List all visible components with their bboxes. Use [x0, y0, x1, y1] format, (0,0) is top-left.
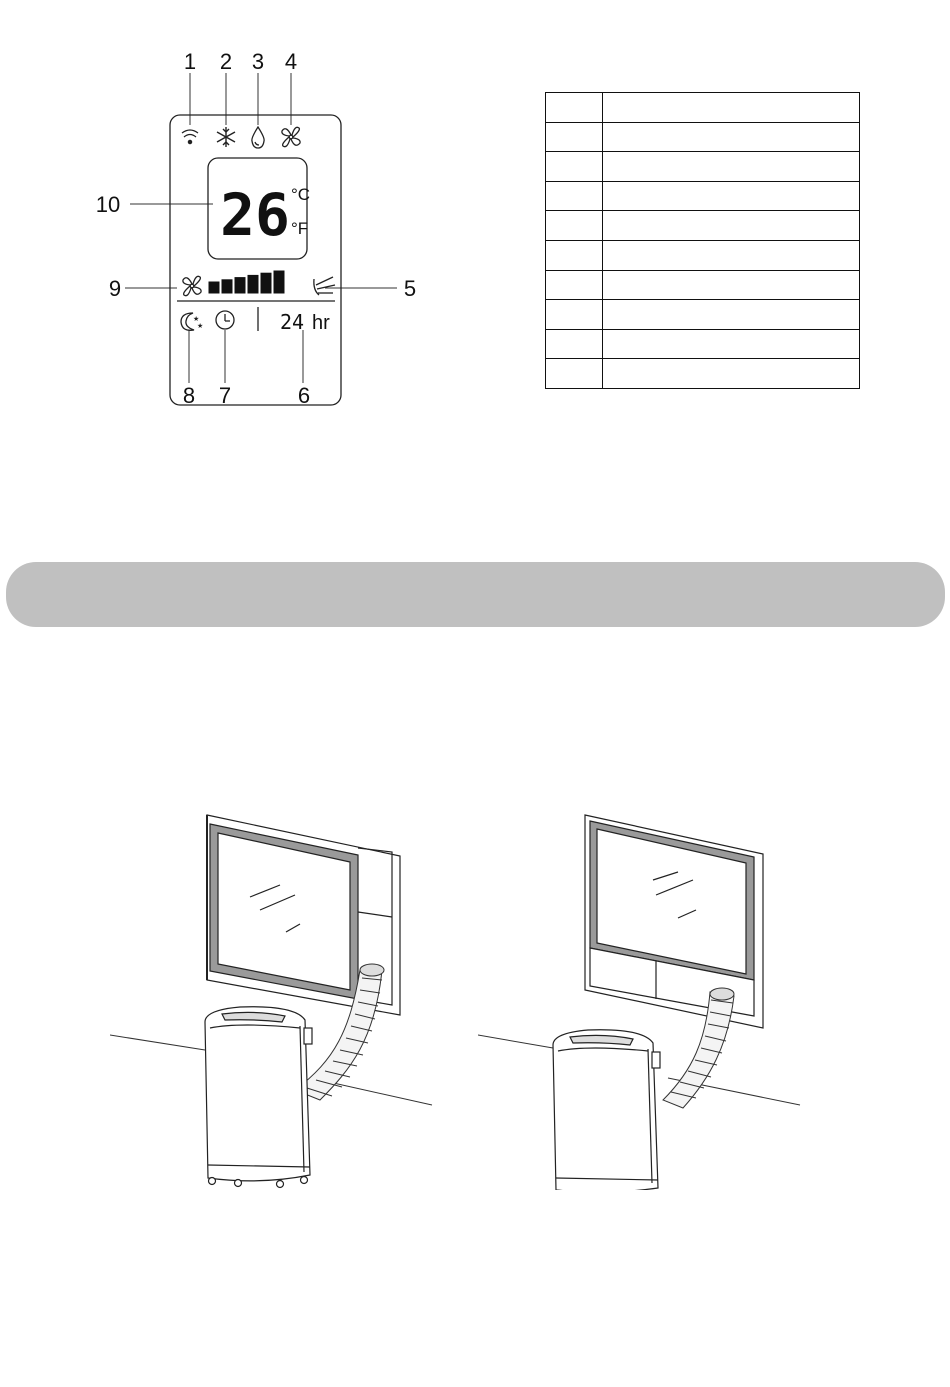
legend-row: [546, 270, 860, 300]
callout-3: 3: [251, 49, 265, 74]
fan-speed-bar: [274, 271, 284, 293]
legend-description-cell: [603, 211, 860, 241]
legend-number-cell: [546, 181, 603, 211]
legend-description-cell: [603, 240, 860, 270]
timer-digits: 24: [280, 310, 305, 334]
control-panel-figure: [95, 45, 417, 407]
callout-2: 2: [219, 49, 233, 74]
legend-number-cell: [546, 93, 603, 123]
legend-number-cell: [546, 270, 603, 300]
legend-row: [546, 93, 860, 123]
installation-figure-horizontal: [478, 800, 808, 1190]
legend-row: [546, 300, 860, 330]
legend-description-cell: [603, 359, 860, 389]
legend-description-cell: [603, 152, 860, 182]
legend-description-cell: [603, 93, 860, 123]
legend-row: [546, 240, 860, 270]
unit-fahrenheit: °F: [291, 219, 309, 238]
legend-row: [546, 181, 860, 211]
fan-speed-bar: [235, 278, 245, 293]
legend-row: [546, 152, 860, 182]
legend-number-cell: [546, 240, 603, 270]
legend-description-cell: [603, 181, 860, 211]
legend-number-cell: [546, 211, 603, 241]
portable-ac-unit: [205, 1007, 312, 1188]
legend-table: [545, 92, 860, 389]
fan-speed-bar: [209, 282, 219, 293]
callout-7: 7: [218, 383, 232, 407]
portable-ac-unit: [553, 1030, 660, 1190]
water-drop-icon: [252, 127, 264, 148]
fan-icon: [282, 127, 300, 146]
legend-description-cell: [603, 329, 860, 359]
svg-text:★: ★: [193, 315, 200, 323]
svg-text:★: ★: [197, 322, 204, 330]
legend-row: [546, 329, 860, 359]
callout-8: 8: [182, 383, 196, 407]
legend-number-cell: [546, 359, 603, 389]
fan-speed-bars: [209, 271, 284, 293]
swing-icon: [314, 277, 335, 295]
legend-number-cell: [546, 300, 603, 330]
fan-speed-bar: [261, 273, 271, 293]
legend-description-cell: [603, 270, 860, 300]
snowflake-icon: [217, 127, 235, 147]
temperature-digits: 26: [220, 181, 290, 249]
callout-1: 1: [183, 49, 197, 74]
legend-number-cell: [546, 152, 603, 182]
section-banner: [6, 562, 945, 627]
unit-celsius: °C: [291, 185, 311, 204]
callout-9: 9: [108, 276, 122, 301]
legend-number-cell: [546, 329, 603, 359]
fan-speed-icon: [183, 276, 201, 295]
timer-unit: hr: [312, 312, 330, 334]
callout-10: 10: [95, 192, 121, 217]
callout-4: 4: [284, 49, 298, 74]
legend-row: [546, 122, 860, 152]
legend-row: [546, 211, 860, 241]
callout-6: 6: [297, 383, 311, 407]
legend-number-cell: [546, 122, 603, 152]
clock-icon: [216, 311, 234, 329]
callout-5: 5: [403, 276, 417, 301]
fan-speed-bar: [248, 275, 258, 293]
installation-figure-vertical: [110, 800, 440, 1190]
legend-description-cell: [603, 122, 860, 152]
control-panel-svg: [95, 45, 417, 407]
wifi-icon: [182, 130, 198, 144]
fan-speed-bar: [222, 280, 232, 293]
sleep-moon-icon: [181, 313, 203, 330]
legend-description-cell: [603, 300, 860, 330]
legend-row: [546, 359, 860, 389]
window-frame: [585, 815, 763, 1028]
